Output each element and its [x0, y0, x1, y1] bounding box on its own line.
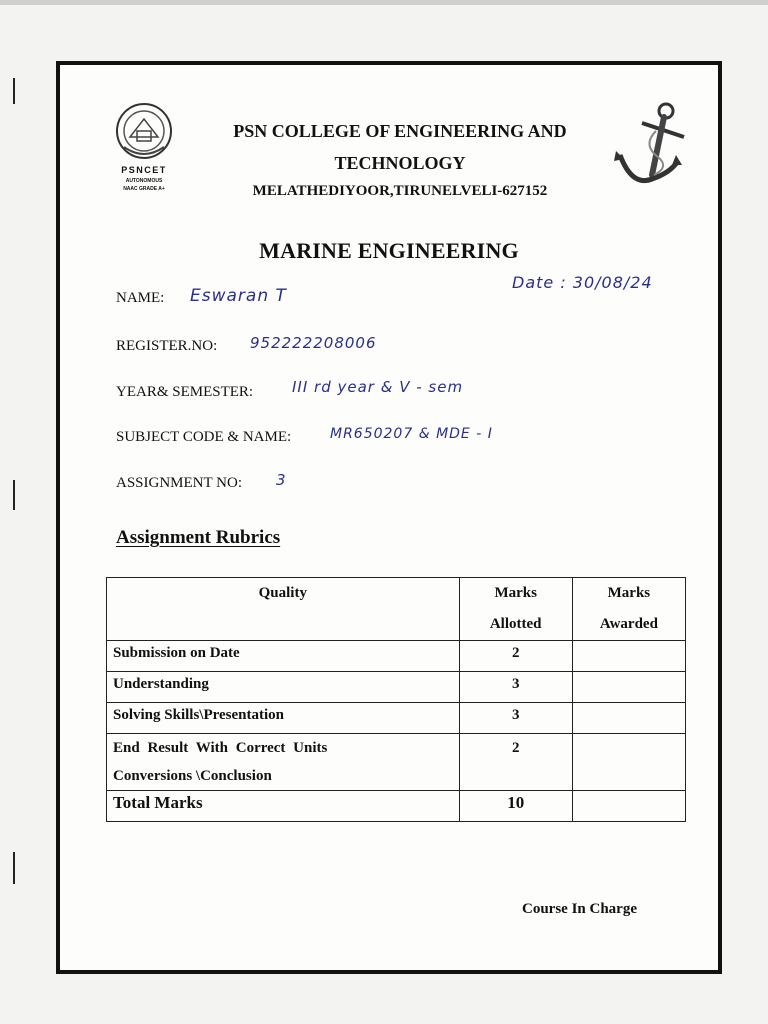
rubrics-title: Assignment Rubrics [116, 527, 281, 548]
table-row [107, 672, 686, 703]
binding-mark [13, 852, 15, 884]
college-name-line2: TECHNOLOGY [334, 153, 466, 173]
college-address: MELATHEDIYOOR,TIRUNELVELI-627152 [252, 183, 548, 199]
table-row [107, 703, 686, 734]
department-title: MARINE ENGINEERING [259, 238, 519, 263]
total-row [107, 791, 686, 822]
row-quality [107, 734, 460, 791]
logo-status-text: AUTONOMOUS [125, 178, 163, 184]
register-label: REGISTER.NO: [116, 338, 218, 354]
row-awarded [572, 703, 685, 734]
college-name-line1: PSN COLLEGE OF ENGINEERING AND [233, 121, 567, 141]
header-allotted-line1: Marks [494, 585, 537, 601]
header-marks-awarded [572, 578, 685, 641]
binding-mark [13, 78, 15, 104]
logo-name-text: PSNCET [121, 165, 167, 175]
subject-label: SUBJECT CODE & NAME: [116, 429, 292, 445]
year-semester-value: III rd year & V - sem [292, 378, 464, 396]
total-label: Total Marks [107, 791, 460, 822]
subject-value: MR650207 & MDE - I [330, 426, 493, 442]
row-allotted: 3 [459, 672, 572, 703]
row-quality: Understanding [107, 672, 460, 703]
rubrics-table [106, 577, 686, 822]
table-header-row [107, 578, 686, 641]
row-awarded [572, 641, 685, 672]
row-quality: Solving Skills\Presentation [107, 703, 460, 734]
course-in-charge: Course In Charge [522, 901, 637, 917]
name-value: Eswaran T [190, 286, 287, 306]
anchor-icon [612, 101, 688, 193]
document-frame [56, 61, 722, 974]
row-quality-line1: End Result With Correct Units [113, 740, 328, 756]
name-label: NAME: [116, 290, 165, 306]
header-awarded-line2: Awarded [599, 616, 658, 632]
total-allotted: 10 [459, 791, 572, 822]
year-semester-label: YEAR& SEMESTER: [116, 384, 254, 400]
logo-grade-text: NAAC GRADE A+ [123, 186, 165, 192]
row-quality-line2: Conversions \Conclusion [113, 768, 272, 784]
header-awarded-line1: Marks [607, 585, 651, 601]
table-row [107, 734, 686, 791]
row-allotted: 2 [459, 734, 572, 791]
assignment-label: ASSIGNMENT NO: [116, 475, 242, 491]
page-top-edge [0, 0, 768, 5]
header-allotted-line2: Allotted [489, 616, 542, 632]
row-allotted: 2 [459, 641, 572, 672]
register-value: 952222208006 [250, 334, 377, 352]
row-awarded [572, 734, 685, 791]
table-row [107, 641, 686, 672]
total-awarded [572, 791, 685, 822]
college-name [170, 115, 630, 179]
row-awarded [572, 672, 685, 703]
row-allotted: 3 [459, 703, 572, 734]
header-quality: Quality [107, 578, 460, 641]
row-quality: Submission on Date [107, 641, 460, 672]
college-logo [110, 101, 178, 197]
date-value: Date : 30/08/24 [512, 273, 653, 292]
assignment-value: 3 [276, 471, 287, 489]
header-marks-allotted [459, 578, 572, 641]
binding-mark [13, 480, 15, 510]
